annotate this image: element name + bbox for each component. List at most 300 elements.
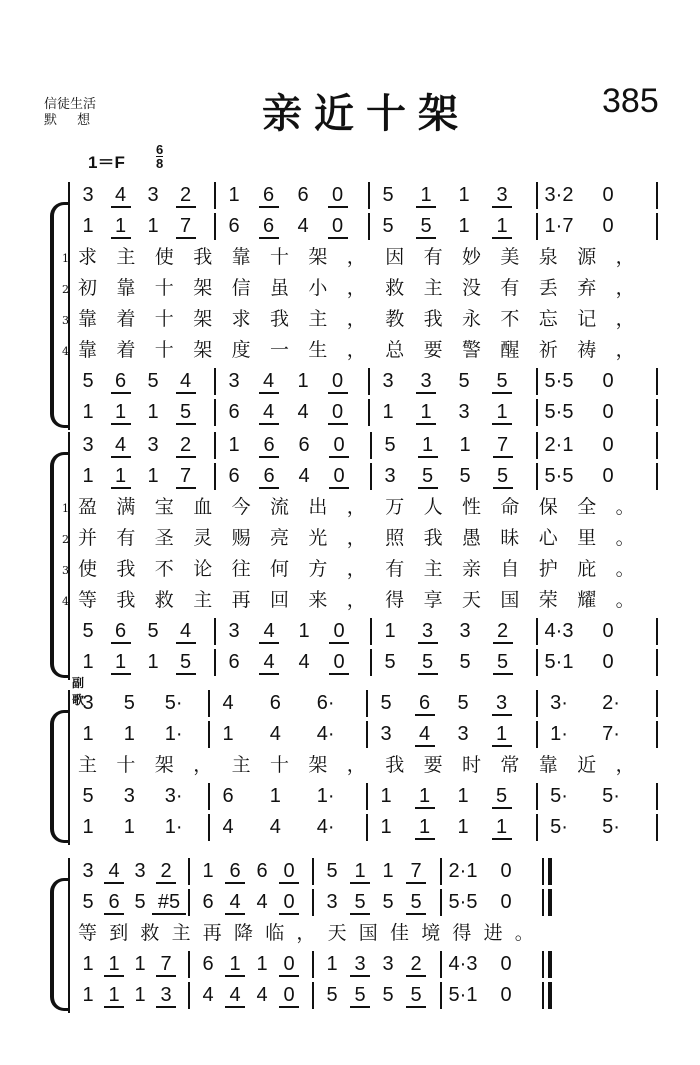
barline xyxy=(656,814,658,841)
note: 3 xyxy=(228,620,240,642)
barline xyxy=(536,368,538,395)
note: 3 xyxy=(457,723,469,745)
note: 1 xyxy=(104,953,124,977)
lyric-line: 盈满宝血今流出，万人性命保全。 xyxy=(78,496,655,518)
note: 1 xyxy=(382,401,394,423)
note: 5 xyxy=(384,651,396,673)
note: 5 xyxy=(418,651,438,675)
note: 5· xyxy=(602,816,620,838)
note: 1 xyxy=(415,816,435,840)
note: 0 xyxy=(602,434,614,456)
barline xyxy=(656,690,658,717)
note: 3 xyxy=(459,620,471,642)
note: 2·1 xyxy=(448,860,478,882)
note: 1 xyxy=(123,723,135,745)
note: 4 xyxy=(298,465,310,487)
note: 5 xyxy=(492,370,512,394)
note: 3 xyxy=(492,184,512,208)
note: 3 xyxy=(382,953,394,975)
note: 1 xyxy=(82,723,94,745)
barline xyxy=(536,690,538,717)
time-signature xyxy=(156,143,163,170)
hymn-title: 亲近十架 xyxy=(262,90,470,137)
note: 0 xyxy=(279,984,299,1008)
note: 1 xyxy=(298,620,310,642)
barline xyxy=(656,432,658,459)
note: 6 xyxy=(415,692,435,716)
key-signature: 1＝F xyxy=(88,153,125,172)
note: 3 xyxy=(418,620,438,644)
note: 4 xyxy=(298,651,310,673)
barline xyxy=(366,814,368,841)
note: 1 xyxy=(82,401,94,423)
barline xyxy=(214,618,216,645)
lyric-line: 靠着十架求我主，教我永不忘记， xyxy=(78,308,655,330)
lyric-line: 等我救主再回来，得享天国荣耀。 xyxy=(78,589,655,611)
note: 1 xyxy=(269,785,281,807)
note: 3 xyxy=(82,860,94,882)
note: 2 xyxy=(406,953,426,977)
hymn-number: 385 xyxy=(602,82,659,120)
barline xyxy=(656,463,658,490)
barline xyxy=(656,213,658,240)
note: 6 xyxy=(259,184,279,208)
note: 3 xyxy=(492,692,512,716)
note: 1·7 xyxy=(544,215,574,237)
barline xyxy=(214,432,216,459)
note: 6 xyxy=(256,860,268,882)
note: 6 xyxy=(202,891,214,913)
subcategory-label: 默 想 xyxy=(44,113,99,128)
note: 5 xyxy=(382,184,394,206)
system-brace xyxy=(50,710,70,843)
note: 4 xyxy=(111,434,131,458)
note: 6 xyxy=(228,465,240,487)
note: 3 xyxy=(326,891,338,913)
note: 0 xyxy=(500,860,512,882)
note: 2 xyxy=(156,860,176,884)
note: 1 xyxy=(380,816,392,838)
barline xyxy=(188,982,190,1009)
note: 1 xyxy=(202,860,214,882)
note: 5 xyxy=(326,860,338,882)
note: 5· xyxy=(164,692,183,714)
note: 5 xyxy=(176,651,196,675)
note: 4 xyxy=(176,370,196,394)
note: 5 xyxy=(384,434,396,456)
barline xyxy=(536,721,538,748)
category-label: 信徒生活 xyxy=(44,97,97,112)
note: 1· xyxy=(164,723,183,745)
note: 6 xyxy=(202,953,214,975)
note: 0 xyxy=(602,620,614,642)
lyric-line: 靠着十架度一生，总要警醒祈祷， xyxy=(78,339,655,361)
barline xyxy=(214,399,216,426)
note: 1· xyxy=(316,785,335,807)
barline xyxy=(208,783,210,810)
note: 4 xyxy=(225,891,245,915)
note: 0 xyxy=(602,215,614,237)
note: 5 xyxy=(82,620,94,642)
note: 4 xyxy=(415,723,435,747)
note: 5·5 xyxy=(544,465,574,487)
note: 5·5 xyxy=(544,370,574,392)
note: 5 xyxy=(459,651,471,673)
note: 1 xyxy=(457,785,469,807)
note: 1 xyxy=(228,434,240,456)
barline xyxy=(68,182,70,430)
note: 6 xyxy=(269,692,281,714)
note: 0 xyxy=(500,984,512,1006)
note: 4 xyxy=(104,860,124,884)
note: 6 xyxy=(228,651,240,673)
note: 4 xyxy=(297,215,309,237)
lyric-line: 使我不论往何方，有主亲自护庇。 xyxy=(78,558,655,580)
barline xyxy=(656,721,658,748)
note: 4 xyxy=(269,723,281,745)
note: 1 xyxy=(492,401,512,425)
barline xyxy=(368,368,370,395)
note: 4·3 xyxy=(448,953,478,975)
note: 0 xyxy=(328,184,348,208)
time-sig-top: 6 xyxy=(156,142,164,157)
note: 0 xyxy=(328,215,348,239)
barline xyxy=(536,463,538,490)
note: 0 xyxy=(329,434,349,458)
note: 1 xyxy=(492,723,512,747)
note: 2·1 xyxy=(544,434,574,456)
note: 3 xyxy=(384,465,396,487)
note: 5· xyxy=(550,785,568,807)
barline xyxy=(214,213,216,240)
note: 5 xyxy=(493,651,513,675)
note: 6 xyxy=(297,184,309,206)
note: 5 xyxy=(380,692,392,714)
note: 1 xyxy=(104,984,124,1008)
barline xyxy=(440,982,442,1009)
note: 1 xyxy=(134,984,146,1006)
verse-number: 4 xyxy=(62,595,69,608)
lyric-line: 等到救主再降临，天国佳境得进。 xyxy=(78,922,547,944)
note: 7 xyxy=(176,465,196,489)
note: 0 xyxy=(602,651,614,673)
note: 4 xyxy=(259,370,279,394)
note: 0 xyxy=(329,465,349,489)
note: 3 xyxy=(82,692,94,714)
time-sig-bottom: 8 xyxy=(156,156,164,171)
note: 3 xyxy=(350,953,370,977)
note: 5 xyxy=(350,891,370,915)
barline xyxy=(370,463,372,490)
note: 5 xyxy=(406,891,426,915)
note: 1 xyxy=(416,401,436,425)
note: 3 xyxy=(134,860,146,882)
note: 6 xyxy=(259,465,279,489)
note: 3 xyxy=(82,184,94,206)
note: 5 xyxy=(147,370,159,392)
note: 3 xyxy=(147,184,159,206)
note: 0 xyxy=(329,620,349,644)
note: 1 xyxy=(380,785,392,807)
barline xyxy=(536,399,538,426)
note: 2 xyxy=(493,620,513,644)
barline xyxy=(188,858,190,885)
barline xyxy=(188,951,190,978)
barline xyxy=(368,399,370,426)
note: 1 xyxy=(225,953,245,977)
note: 3 xyxy=(228,370,240,392)
note: 5 xyxy=(82,891,94,913)
note: 3·2 xyxy=(544,184,574,206)
barline xyxy=(214,368,216,395)
note: 0 xyxy=(329,651,349,675)
note: 1 xyxy=(256,953,268,975)
note: 5·1 xyxy=(544,651,574,673)
note: 5 xyxy=(82,370,94,392)
barline xyxy=(312,889,314,916)
note: #5 xyxy=(152,891,186,915)
note: 0 xyxy=(602,370,614,392)
note: 4·3 xyxy=(544,620,574,642)
barline xyxy=(440,951,442,978)
note: 3· xyxy=(164,785,183,807)
barline xyxy=(656,182,658,209)
barline xyxy=(536,783,538,810)
note: 1 xyxy=(326,953,338,975)
note: 1 xyxy=(82,215,94,237)
note: 1 xyxy=(350,860,370,884)
barline xyxy=(208,690,210,717)
note: 1 xyxy=(111,215,131,239)
note: 0 xyxy=(279,953,299,977)
verse-number: 2 xyxy=(62,533,69,546)
barline xyxy=(548,951,552,978)
note: 6 xyxy=(298,434,310,456)
note: 6 xyxy=(259,215,279,239)
note: 1 xyxy=(82,465,94,487)
note: 1 xyxy=(492,215,512,239)
barline xyxy=(312,858,314,885)
note: 0 xyxy=(602,184,614,206)
barline xyxy=(536,432,538,459)
note: 1 xyxy=(457,816,469,838)
verse-number: 3 xyxy=(62,314,69,327)
note: 3 xyxy=(458,401,470,423)
note: 1 xyxy=(147,401,159,423)
note: 5 xyxy=(382,891,394,913)
verse-number: 1 xyxy=(62,252,69,265)
note: 5 xyxy=(123,692,135,714)
note: 1 xyxy=(82,984,94,1006)
note: 5 xyxy=(418,465,438,489)
barline xyxy=(656,399,658,426)
barline xyxy=(536,814,538,841)
note: 1 xyxy=(228,184,240,206)
lyric-line: 主十架，主十架，我要时常靠近， xyxy=(78,754,655,776)
note: 1· xyxy=(164,816,183,838)
note: 3 xyxy=(147,434,159,456)
note: 5 xyxy=(406,984,426,1008)
note: 4 xyxy=(259,620,279,644)
note: 6 xyxy=(259,434,279,458)
note: 5 xyxy=(459,465,471,487)
barline xyxy=(68,432,70,680)
barline xyxy=(312,951,314,978)
verse-number: 4 xyxy=(62,345,69,358)
note: 1 xyxy=(147,215,159,237)
note: 1 xyxy=(418,434,438,458)
note: 1 xyxy=(458,215,470,237)
note: 4 xyxy=(222,816,234,838)
note: 4· xyxy=(316,723,335,745)
barline xyxy=(208,814,210,841)
note: 2 xyxy=(176,184,196,208)
barline xyxy=(440,889,442,916)
note: 5 xyxy=(326,984,338,1006)
note: 7 xyxy=(176,215,196,239)
verse-number: 3 xyxy=(62,564,69,577)
barline xyxy=(312,982,314,1009)
note: 0 xyxy=(602,401,614,423)
note: 4 xyxy=(202,984,214,1006)
note: 1 xyxy=(111,651,131,675)
note: 4 xyxy=(256,891,268,913)
note: 1 xyxy=(384,620,396,642)
note: 6 xyxy=(225,860,245,884)
note: 1 xyxy=(111,465,131,489)
note: 5·5 xyxy=(448,891,478,913)
note: 5·1 xyxy=(448,984,478,1006)
verse-number: 2 xyxy=(62,283,69,296)
note: 1 xyxy=(416,184,436,208)
barline xyxy=(440,858,442,885)
note: 1 xyxy=(147,465,159,487)
barline xyxy=(368,213,370,240)
note: 2 xyxy=(176,434,196,458)
verse-number: 1 xyxy=(62,502,69,515)
note: 5 xyxy=(382,984,394,1006)
note: 4 xyxy=(111,184,131,208)
note: 0 xyxy=(500,891,512,913)
barline xyxy=(542,951,544,978)
barline xyxy=(548,858,552,885)
barline xyxy=(548,889,552,916)
barline xyxy=(536,213,538,240)
note: 0 xyxy=(328,370,348,394)
barline xyxy=(542,858,544,885)
lyric-line: 初靠十架信虽小，救主没有丢弃， xyxy=(78,277,655,299)
note: 1 xyxy=(222,723,234,745)
note: 5·5 xyxy=(544,401,574,423)
barline xyxy=(214,463,216,490)
note: 5 xyxy=(458,370,470,392)
note: 0 xyxy=(328,401,348,425)
note: 5· xyxy=(602,785,620,807)
note: 1 xyxy=(415,785,435,809)
barline xyxy=(366,690,368,717)
note: 7 xyxy=(493,434,513,458)
note: 1 xyxy=(492,816,512,840)
note: 5 xyxy=(457,692,469,714)
barline xyxy=(370,618,372,645)
note: 2· xyxy=(602,692,620,714)
barline xyxy=(368,182,370,209)
note: 3 xyxy=(156,984,176,1008)
note: 3 xyxy=(380,723,392,745)
note: 4 xyxy=(225,984,245,1008)
note: 5· xyxy=(550,816,568,838)
note: 0 xyxy=(500,953,512,975)
system-brace xyxy=(50,878,70,1011)
note: 5 xyxy=(492,785,512,809)
barline xyxy=(370,649,372,676)
barline xyxy=(656,649,658,676)
note: 5 xyxy=(134,891,146,913)
note: 1 xyxy=(111,401,131,425)
note: 1 xyxy=(82,953,94,975)
barline xyxy=(542,889,544,916)
note: 4 xyxy=(176,620,196,644)
note: 5 xyxy=(416,215,436,239)
note: 4 xyxy=(259,651,279,675)
note: 6· xyxy=(316,692,335,714)
note: 1 xyxy=(134,953,146,975)
barline xyxy=(548,982,552,1009)
note: 4 xyxy=(269,816,281,838)
note: 4· xyxy=(316,816,335,838)
note: 1· xyxy=(550,723,568,745)
barline xyxy=(536,182,538,209)
note: 3 xyxy=(416,370,436,394)
note: 4 xyxy=(256,984,268,1006)
note: 4 xyxy=(259,401,279,425)
note: 4 xyxy=(222,692,234,714)
note: 3 xyxy=(123,785,135,807)
note: 5 xyxy=(382,215,394,237)
barline xyxy=(370,432,372,459)
note: 5 xyxy=(350,984,370,1008)
note: 6 xyxy=(222,785,234,807)
note: 7· xyxy=(602,723,620,745)
barline xyxy=(536,649,538,676)
note: 1 xyxy=(123,816,135,838)
note: 6 xyxy=(111,620,131,644)
barline xyxy=(656,368,658,395)
note: 5 xyxy=(82,785,94,807)
note: 1 xyxy=(147,651,159,673)
barline xyxy=(536,618,538,645)
note: 4 xyxy=(297,401,309,423)
note: 0 xyxy=(279,891,299,915)
note: 1 xyxy=(458,184,470,206)
barline xyxy=(656,783,658,810)
note: 7 xyxy=(406,860,426,884)
note: 7 xyxy=(156,953,176,977)
note: 5 xyxy=(147,620,159,642)
note: 5 xyxy=(493,465,513,489)
note: 3 xyxy=(382,370,394,392)
note: 3 xyxy=(82,434,94,456)
barline xyxy=(214,182,216,209)
note: 1 xyxy=(297,370,309,392)
chorus-label: 副歌 xyxy=(72,676,85,707)
note: 1 xyxy=(82,651,94,673)
barline xyxy=(68,690,70,845)
note: 1 xyxy=(382,860,394,882)
note: 3· xyxy=(550,692,568,714)
note: 1 xyxy=(82,816,94,838)
note: 6 xyxy=(228,401,240,423)
